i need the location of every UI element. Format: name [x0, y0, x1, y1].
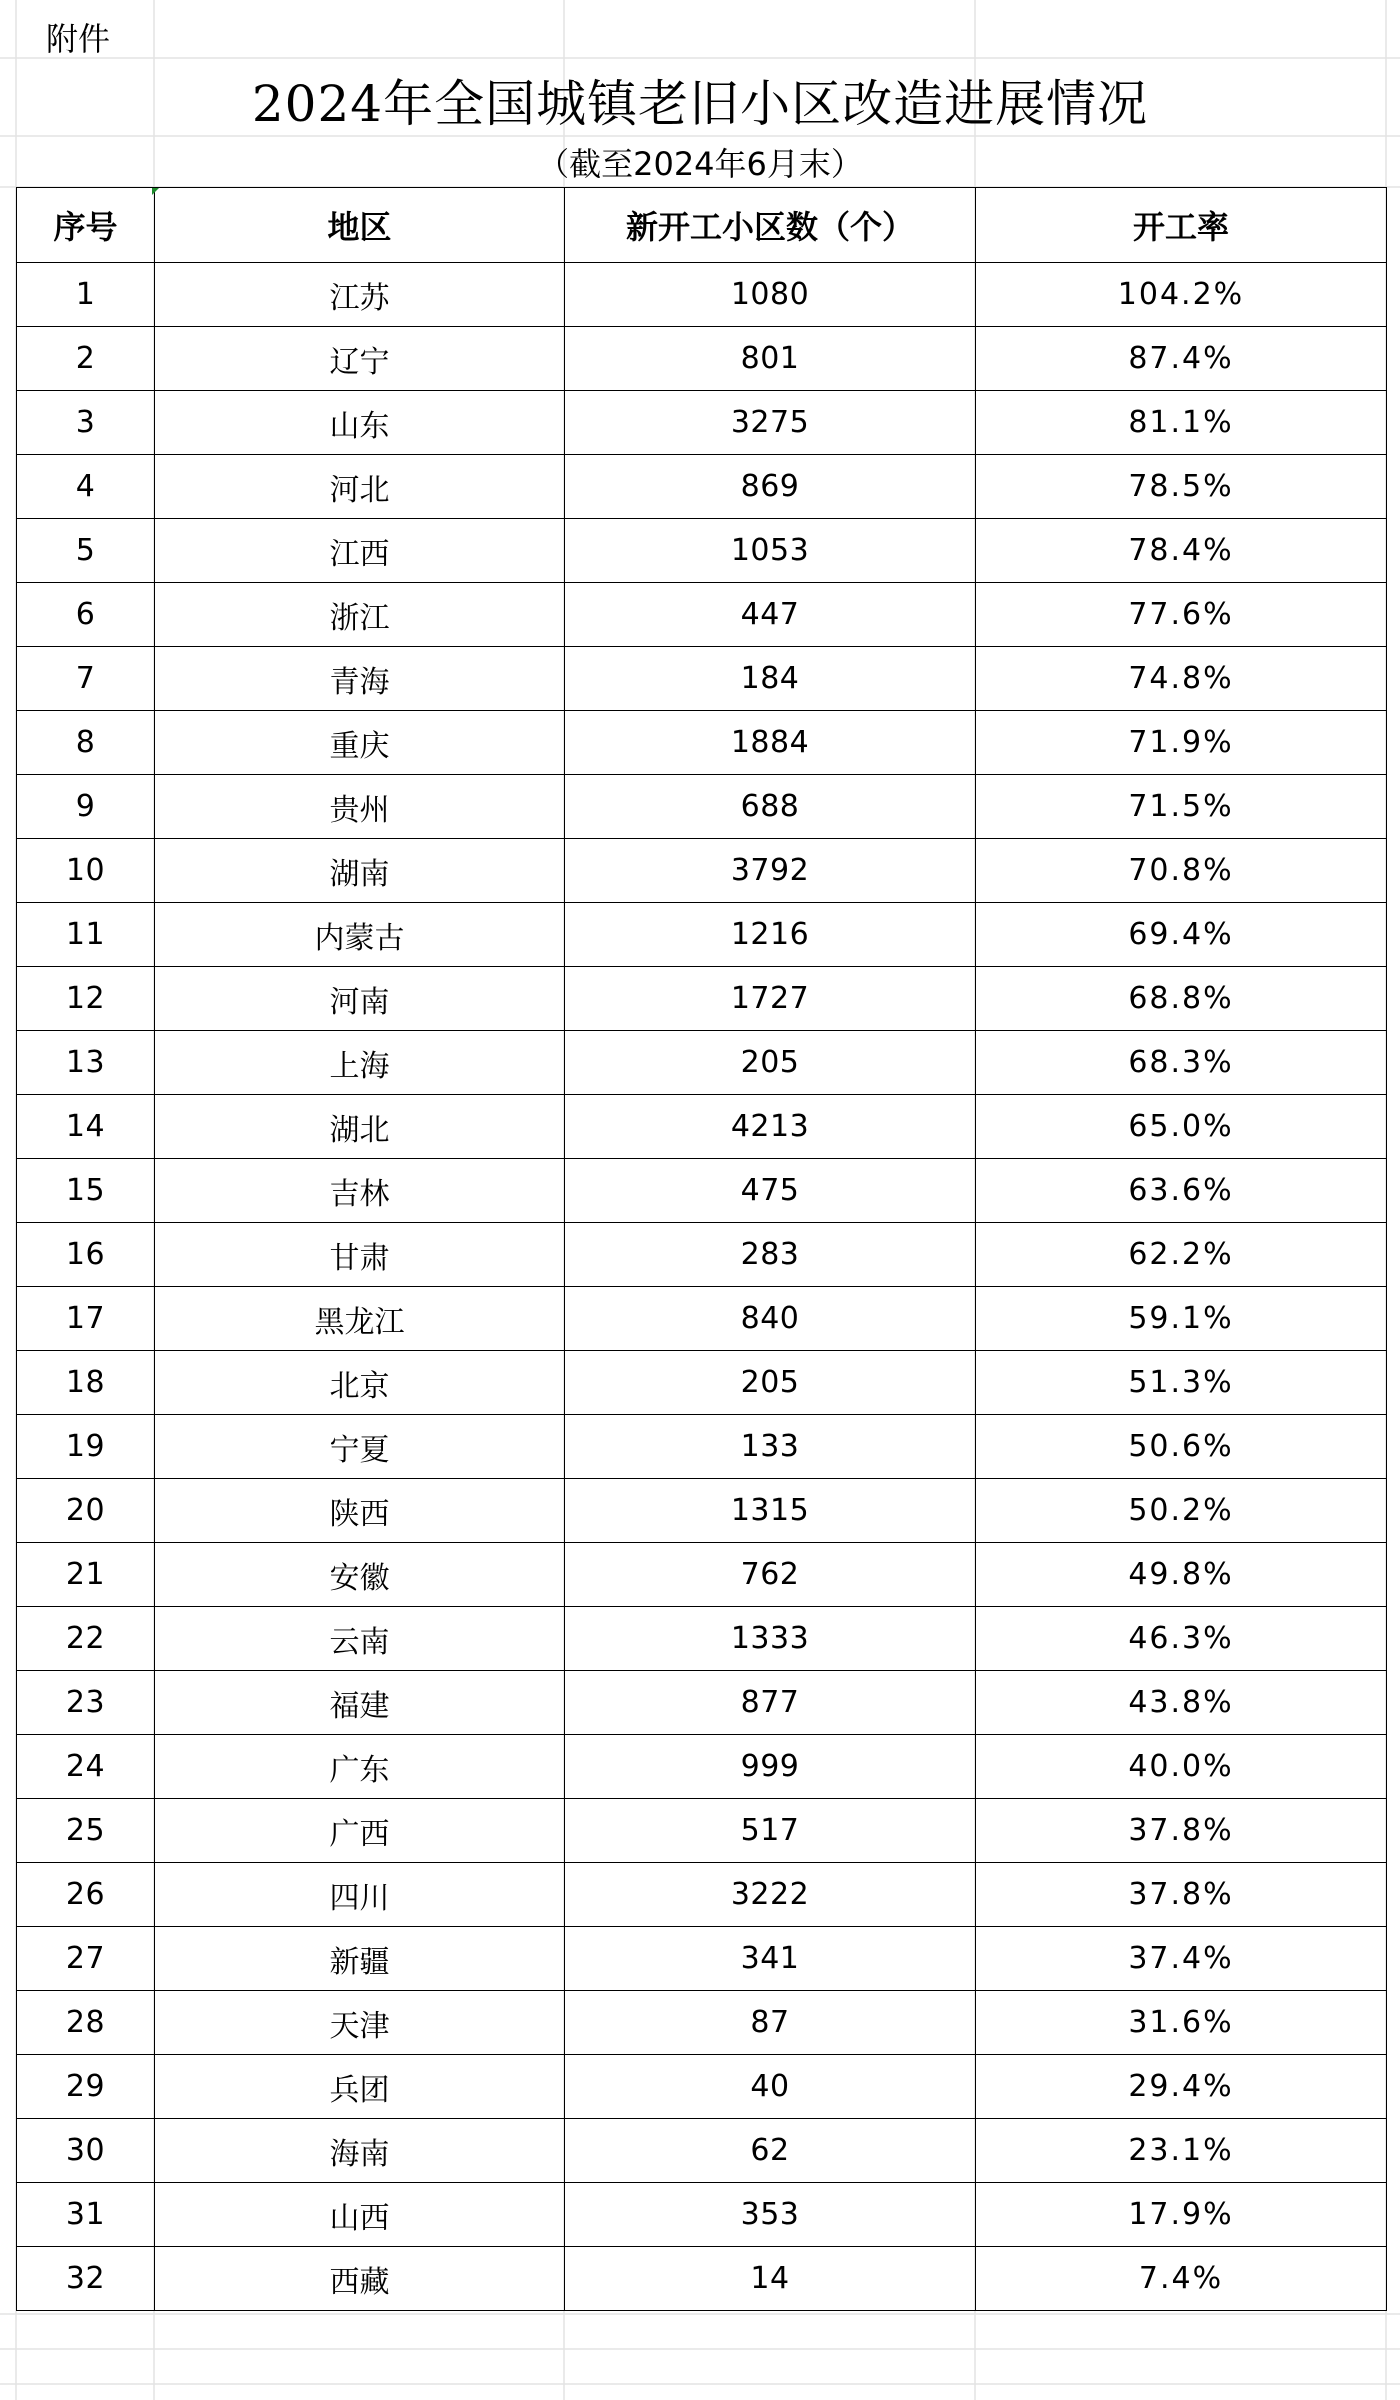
table-row: [17, 1607, 1387, 1671]
cell-start-rate[interactable]: 81.1%: [976, 391, 1387, 455]
table-row: [17, 519, 1387, 583]
cell-region[interactable]: 重庆: [155, 711, 565, 775]
cell-new-starts[interactable]: 447: [565, 583, 976, 647]
table-row: [17, 1415, 1387, 1479]
cell-new-starts[interactable]: 87: [565, 1991, 976, 2055]
cell-new-starts[interactable]: 353: [565, 2183, 976, 2247]
cell-new-starts[interactable]: 801: [565, 327, 976, 391]
cell-start-rate[interactable]: 78.4%: [976, 519, 1387, 583]
cell-new-starts[interactable]: 205: [565, 1351, 976, 1415]
cell-region[interactable]: 河南: [155, 967, 565, 1031]
cell-region[interactable]: 黑龙江: [155, 1287, 565, 1351]
cell-new-starts[interactable]: 3792: [565, 839, 976, 903]
cell-start-rate[interactable]: 69.4%: [976, 903, 1387, 967]
cell-start-rate[interactable]: 78.5%: [976, 455, 1387, 519]
cell-region[interactable]: 甘肃: [155, 1223, 565, 1287]
cell-index[interactable]: 19: [17, 1415, 155, 1479]
cell-new-starts[interactable]: 1727: [565, 967, 976, 1031]
header-new-starts[interactable]: 新开工小区数（个）: [565, 188, 976, 263]
cell-region[interactable]: 辽宁: [155, 327, 565, 391]
cell-region[interactable]: 四川: [155, 1863, 565, 1927]
table-row: [17, 1799, 1387, 1863]
cell-region[interactable]: 河北: [155, 455, 565, 519]
cell-start-rate[interactable]: 37.4%: [976, 1927, 1387, 1991]
cell-start-rate[interactable]: 50.2%: [976, 1479, 1387, 1543]
table-row: [17, 1735, 1387, 1799]
table-row: [17, 2055, 1387, 2119]
cell-index[interactable]: 4: [17, 455, 155, 519]
table-row: [17, 1863, 1387, 1927]
cell-new-starts[interactable]: 133: [565, 1415, 976, 1479]
cell-new-starts[interactable]: 688: [565, 775, 976, 839]
cell-start-rate[interactable]: 49.8%: [976, 1543, 1387, 1607]
cell-new-starts[interactable]: 1080: [565, 263, 976, 327]
cell-index[interactable]: 28: [17, 1991, 155, 2055]
header-start-rate[interactable]: 开工率: [976, 188, 1387, 263]
table-row: [17, 1159, 1387, 1223]
table-row: [17, 263, 1387, 327]
cell-region[interactable]: 吉林: [155, 1159, 565, 1223]
header-region[interactable]: 地区: [155, 188, 565, 263]
cell-index[interactable]: 11: [17, 903, 155, 967]
cell-index[interactable]: 32: [17, 2247, 155, 2311]
cell-index[interactable]: 25: [17, 1799, 155, 1863]
cell-region[interactable]: 云南: [155, 1607, 565, 1671]
cell-start-rate[interactable]: 50.6%: [976, 1415, 1387, 1479]
cell-new-starts[interactable]: 40: [565, 2055, 976, 2119]
cell-index[interactable]: 6: [17, 583, 155, 647]
cell-new-starts[interactable]: 341: [565, 1927, 976, 1991]
cell-new-starts[interactable]: 840: [565, 1287, 976, 1351]
cell-new-starts[interactable]: 999: [565, 1735, 976, 1799]
cell-region[interactable]: 上海: [155, 1031, 565, 1095]
table-row: [17, 1927, 1387, 1991]
cell-start-rate[interactable]: 62.2%: [976, 1223, 1387, 1287]
attachment-label: 附件: [46, 20, 111, 58]
cell-start-rate[interactable]: 87.4%: [976, 327, 1387, 391]
cell-region[interactable]: 广西: [155, 1799, 565, 1863]
cell-index[interactable]: 26: [17, 1863, 155, 1927]
cell-start-rate[interactable]: 63.6%: [976, 1159, 1387, 1223]
cell-start-rate[interactable]: 51.3%: [976, 1351, 1387, 1415]
cell-index[interactable]: 30: [17, 2119, 155, 2183]
table-row: [17, 1671, 1387, 1735]
cell-start-rate[interactable]: 68.8%: [976, 967, 1387, 1031]
table-row: [17, 903, 1387, 967]
table-row: [17, 711, 1387, 775]
cell-region[interactable]: 山西: [155, 2183, 565, 2247]
cell-region[interactable]: 安徽: [155, 1543, 565, 1607]
cell-index[interactable]: 17: [17, 1287, 155, 1351]
cell-index[interactable]: 14: [17, 1095, 155, 1159]
cell-new-starts[interactable]: 283: [565, 1223, 976, 1287]
cell-new-starts[interactable]: 3275: [565, 391, 976, 455]
cell-region[interactable]: 兵团: [155, 2055, 565, 2119]
cell-index[interactable]: 3: [17, 391, 155, 455]
cell-index[interactable]: 7: [17, 647, 155, 711]
table-row: [17, 1095, 1387, 1159]
cell-index[interactable]: 20: [17, 1479, 155, 1543]
cell-index[interactable]: 24: [17, 1735, 155, 1799]
progress-table: [16, 187, 1387, 2311]
cell-region[interactable]: 北京: [155, 1351, 565, 1415]
cell-region[interactable]: 青海: [155, 647, 565, 711]
cell-region[interactable]: 湖南: [155, 839, 565, 903]
cell-index[interactable]: 18: [17, 1351, 155, 1415]
table-row: [17, 1991, 1387, 2055]
cell-index[interactable]: 15: [17, 1159, 155, 1223]
cell-start-rate[interactable]: 31.6%: [976, 1991, 1387, 2055]
cell-index[interactable]: 22: [17, 1607, 155, 1671]
table-row: [17, 1543, 1387, 1607]
cell-region[interactable]: 宁夏: [155, 1415, 565, 1479]
cell-region[interactable]: 江西: [155, 519, 565, 583]
cell-start-rate[interactable]: 68.3%: [976, 1031, 1387, 1095]
cell-region[interactable]: 山东: [155, 391, 565, 455]
cell-new-starts[interactable]: 869: [565, 455, 976, 519]
table-row: [17, 391, 1387, 455]
cell-start-rate[interactable]: 74.8%: [976, 647, 1387, 711]
cell-new-starts[interactable]: 762: [565, 1543, 976, 1607]
cell-new-starts[interactable]: 205: [565, 1031, 976, 1095]
cell-start-rate[interactable]: 43.8%: [976, 1671, 1387, 1735]
cell-region[interactable]: 天津: [155, 1991, 565, 2055]
cell-region[interactable]: 陕西: [155, 1479, 565, 1543]
cell-new-starts[interactable]: 517: [565, 1799, 976, 1863]
cell-start-rate[interactable]: 46.3%: [976, 1607, 1387, 1671]
cell-start-rate[interactable]: 70.8%: [976, 839, 1387, 903]
table-row: [17, 327, 1387, 391]
cell-region[interactable]: 广东: [155, 1735, 565, 1799]
table-row: [17, 1031, 1387, 1095]
cell-start-rate[interactable]: 71.9%: [976, 711, 1387, 775]
cell-new-starts[interactable]: 475: [565, 1159, 976, 1223]
header-index[interactable]: 序号: [17, 188, 155, 263]
cell-start-rate[interactable]: 77.6%: [976, 583, 1387, 647]
table-row: [17, 775, 1387, 839]
cell-new-starts[interactable]: 3222: [565, 1863, 976, 1927]
cell-new-starts[interactable]: 1053: [565, 519, 976, 583]
cell-index[interactable]: 21: [17, 1543, 155, 1607]
cell-index[interactable]: 5: [17, 519, 155, 583]
page-title: 2024年全国城镇老旧小区改造进展情况: [251, 75, 1149, 133]
cell-region[interactable]: 海南: [155, 2119, 565, 2183]
cell-new-starts[interactable]: 62: [565, 2119, 976, 2183]
cell-index[interactable]: 23: [17, 1671, 155, 1735]
cell-start-rate[interactable]: 104.2%: [976, 263, 1387, 327]
cell-index[interactable]: 16: [17, 1223, 155, 1287]
cell-region[interactable]: 福建: [155, 1671, 565, 1735]
table-row: [17, 1287, 1387, 1351]
cell-region[interactable]: 江苏: [155, 263, 565, 327]
table-row: [17, 583, 1387, 647]
cell-new-starts[interactable]: 14: [565, 2247, 976, 2311]
cell-new-starts[interactable]: 1216: [565, 903, 976, 967]
cell-comment-marker: [152, 188, 159, 195]
cell-index[interactable]: 13: [17, 1031, 155, 1095]
cell-index[interactable]: 12: [17, 967, 155, 1031]
cell-start-rate[interactable]: 17.9%: [976, 2183, 1387, 2247]
table-row: [17, 1479, 1387, 1543]
cell-index[interactable]: 31: [17, 2183, 155, 2247]
cell-start-rate[interactable]: 59.1%: [976, 1287, 1387, 1351]
cell-region[interactable]: 贵州: [155, 775, 565, 839]
table-row: [17, 647, 1387, 711]
cell-index[interactable]: 29: [17, 2055, 155, 2119]
table-row: [17, 2119, 1387, 2183]
table-row: [17, 967, 1387, 1031]
cell-start-rate[interactable]: 7.4%: [976, 2247, 1387, 2311]
cell-new-starts[interactable]: 184: [565, 647, 976, 711]
cell-index[interactable]: 9: [17, 775, 155, 839]
cell-new-starts[interactable]: 877: [565, 1671, 976, 1735]
table-row: [17, 2247, 1387, 2311]
cell-index[interactable]: 27: [17, 1927, 155, 1991]
cell-new-starts[interactable]: 1315: [565, 1479, 976, 1543]
table-row: [17, 1351, 1387, 1415]
cell-start-rate[interactable]: 37.8%: [976, 1799, 1387, 1863]
cell-index[interactable]: 2: [17, 327, 155, 391]
cell-index[interactable]: 10: [17, 839, 155, 903]
cell-index[interactable]: 1: [17, 263, 155, 327]
cell-start-rate[interactable]: 29.4%: [976, 2055, 1387, 2119]
cell-region[interactable]: 湖北: [155, 1095, 565, 1159]
cell-region[interactable]: 新疆: [155, 1927, 565, 1991]
table-row: [17, 1223, 1387, 1287]
table-row: [17, 2183, 1387, 2247]
cell-new-starts[interactable]: 1333: [565, 1607, 976, 1671]
cell-start-rate[interactable]: 37.8%: [976, 1863, 1387, 1927]
cell-new-starts[interactable]: 1884: [565, 711, 976, 775]
cell-region[interactable]: 西藏: [155, 2247, 565, 2311]
cell-region[interactable]: 浙江: [155, 583, 565, 647]
header-row: [17, 188, 1387, 263]
page-subtitle: （截至2024年6月末）: [537, 145, 863, 183]
cell-start-rate[interactable]: 71.5%: [976, 775, 1387, 839]
cell-index[interactable]: 8: [17, 711, 155, 775]
cell-new-starts[interactable]: 4213: [565, 1095, 976, 1159]
table-row: [17, 839, 1387, 903]
table-row: [17, 455, 1387, 519]
cell-start-rate[interactable]: 40.0%: [976, 1735, 1387, 1799]
cell-start-rate[interactable]: 65.0%: [976, 1095, 1387, 1159]
cell-region[interactable]: 内蒙古: [155, 903, 565, 967]
cell-start-rate[interactable]: 23.1%: [976, 2119, 1387, 2183]
